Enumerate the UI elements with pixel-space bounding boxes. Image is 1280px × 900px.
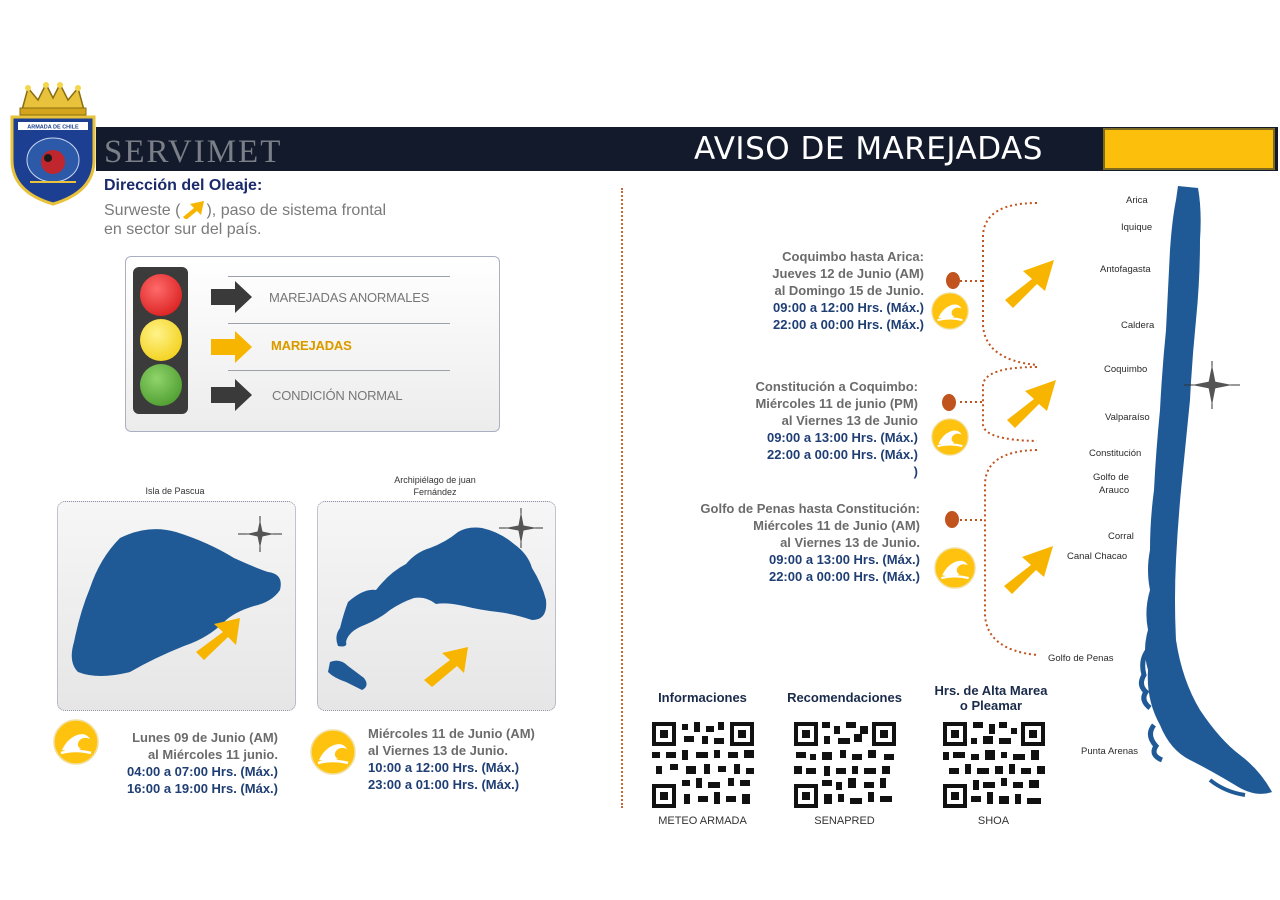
wave-icon xyxy=(53,719,99,765)
city-arica: Arica xyxy=(1126,195,1148,206)
pascua-hours-1: 04:00 a 07:00 Hrs. (Máx.) xyxy=(126,764,278,779)
dark-arrow-icon xyxy=(209,280,253,314)
section-divider xyxy=(621,188,623,808)
region-constitucion-coquimbo: Constitución a Coquimbo: Miércoles 11 de junio (PM) al Viernes 13 de Junio 09:00 a 13:00 Hrs. (Máx.) 22:00 a 00:00 Hrs. (Máx.) ) xyxy=(755,379,918,479)
legend-label-marejadas: MAREJADAS xyxy=(271,338,352,353)
pascua-hours-2: 16:00 a 19:00 Hrs. (Máx.) xyxy=(126,781,278,796)
jf-hours-1: 10:00 a 12:00 Hrs. (Máx.) xyxy=(368,760,520,775)
city-caldera: Caldera xyxy=(1121,320,1155,331)
accent-box xyxy=(1103,128,1275,170)
jf-hours-2: 23:00 a 01:00 Hrs. (Máx.) xyxy=(368,777,520,792)
region-coquimbo-arica: Coquimbo hasta Arica: Jueves 12 de Junio (AM) al Domingo 15 de Junio. 09:00 a 12:00 Hrs. (Máx.) 22:00 a 00:00 Hrs. (Máx.) xyxy=(772,249,924,332)
city-iquique: Iquique xyxy=(1121,222,1153,233)
qr-heading-mareas: Hrs. de Alta Marea o Pleamar xyxy=(934,683,1048,713)
crest-text: ARMADA DE CHILE xyxy=(27,124,79,131)
region-marker-dot xyxy=(942,394,956,411)
green-lamp xyxy=(140,364,182,406)
qr-code-shoa[interactable] xyxy=(943,722,1045,808)
pascua-date-start: Lunes 09 de Junio (AM) xyxy=(132,730,278,745)
isla-de-pascua-map xyxy=(58,502,297,712)
city-antofagasta: Antofagasta xyxy=(1100,264,1151,275)
qr-caption-shoa: SHOA xyxy=(977,815,1010,827)
city-canal-chacao: Canal Chacao xyxy=(1067,551,1128,562)
page-title: AVISO DE MAREJADAS xyxy=(694,131,1043,167)
wave-direction-heading: Dirección del Oleaje: xyxy=(104,177,263,194)
city-valparaiso: Valparaíso xyxy=(1105,412,1150,423)
jf-date-end: al Viernes 13 de Junio. xyxy=(368,743,508,758)
island-name-juan-fernandez: Archipiélago de juan Fernández xyxy=(394,475,476,497)
brand-name: SERVIMET xyxy=(104,134,283,170)
compass-rose-icon xyxy=(1184,361,1240,409)
qr-heading-recomendaciones: Recomendaciones xyxy=(787,690,902,705)
island-panel-juan-fernandez xyxy=(317,501,556,711)
juan-fernandez-schedule xyxy=(368,725,558,793)
compass-rose-icon xyxy=(238,516,282,552)
qr-code-meteo-armada[interactable] xyxy=(652,722,754,808)
legend-divider xyxy=(228,323,450,324)
city-constitucion: Constitución xyxy=(1089,448,1142,459)
pascua-date-end: al Miércoles 11 junio. xyxy=(147,747,278,762)
traffic-light-icon xyxy=(133,267,188,414)
dark-arrow-icon xyxy=(209,378,253,412)
city-punta-arenas: Punta Arenas xyxy=(1081,746,1139,757)
legend-divider xyxy=(228,276,450,277)
yellow-lamp xyxy=(140,319,182,361)
juan-fernandez-map xyxy=(318,502,557,712)
qr-caption-meteo-armada: METEO ARMADA xyxy=(658,815,747,827)
city-golfo-de-penas: Golfo de Penas xyxy=(1048,653,1114,664)
legend-divider xyxy=(228,370,450,371)
city-coquimbo: Coquimbo xyxy=(1104,364,1148,375)
wave-direction-line2: en sector sur del país. xyxy=(104,221,262,238)
yellow-arrow-icon xyxy=(209,330,253,364)
legend-label-abnormal: MAREJADAS ANORMALES xyxy=(269,290,430,305)
wave-direction-line1: Surweste ( ), paso de sistema frontal xyxy=(104,199,386,220)
chile-map xyxy=(1050,180,1280,810)
arrow-icon xyxy=(180,199,206,219)
legend-label-normal: CONDICIÓN NORMAL xyxy=(272,388,403,403)
direction-arrow-icon xyxy=(424,647,468,687)
red-lamp xyxy=(140,274,182,316)
island-name-pascua: Isla de Pascua xyxy=(145,486,205,496)
city-golfo-de-arauco-1: Golfo de xyxy=(1093,472,1129,483)
jf-date-start: Miércoles 11 de Junio (AM) xyxy=(368,726,535,741)
qr-heading-informaciones: Informaciones xyxy=(658,690,747,705)
wave-icon xyxy=(310,729,356,775)
pascua-schedule xyxy=(100,729,278,797)
navy-crest-logo xyxy=(8,82,98,206)
region-penas-constitucion: Golfo de Penas hasta Constitución: Miércoles 11 de Junio (AM) al Viernes 13 de Junio. 09:00 a 13:00 Hrs. (Máx.) 22:00 a 00:00 Hrs. (Máx.) xyxy=(700,501,920,584)
island-panel-pascua xyxy=(57,501,296,711)
qr-caption-senapred: SENAPRED xyxy=(814,815,875,827)
qr-code-senapred[interactable] xyxy=(794,722,896,808)
city-corral: Corral xyxy=(1108,531,1134,542)
city-golfo-de-arauco-2: Arauco xyxy=(1099,485,1130,496)
